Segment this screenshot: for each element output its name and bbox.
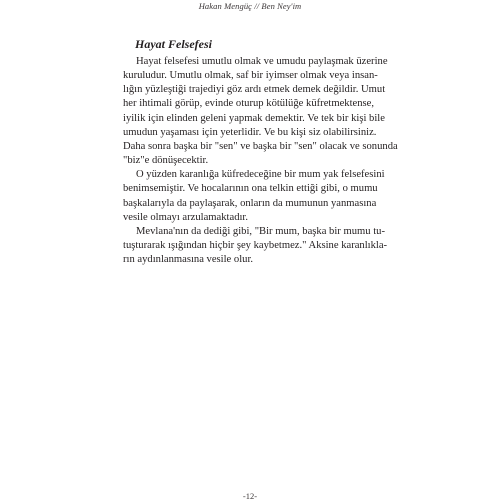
paragraph-3 [123, 225, 388, 267]
chapter-title: Hayat Felsefesi [135, 37, 212, 51]
text-line: Hayat felsefesi umutlu olmak ve umudu paylaşmak üzerine [136, 56, 388, 67]
body-text [123, 55, 398, 267]
paragraph-2 [123, 168, 385, 225]
text-line: "biz"e dönüşecektir. [123, 155, 209, 167]
paragraph-1 [123, 55, 398, 168]
text-line: vesile olmayı arzulamaktadır. [123, 211, 249, 223]
page-number: -12- [242, 491, 258, 501]
text-line: iyilik için elinden geleni yapmak demektir. Ve tek bir kişi bile [123, 112, 385, 124]
text-line: O yüzden karanlığa küfredeceğine bir mum yak felsefesini [136, 169, 385, 181]
text-line: benimsemiştir. Ve hocalarının ona telkin ettiği gibi, o mumu [123, 183, 378, 195]
running-header: Hakan Mengüç // Ben Ney'im [198, 1, 302, 11]
text-line: tuşturarak ışığından hiçbir şey kaybetmez." Aksine karanlıkla- [123, 240, 388, 252]
text-line: Daha sonra başka bir "sen" ve başka bir "sen" olacak ve sonunda [123, 140, 398, 152]
text-line: rın aydınlanmasına vesile olur. [123, 254, 254, 266]
text-line: lığın yüzleştiği trajediyi göz ardı etmek demek değildir. Umut [123, 84, 386, 96]
text-line: umudun yaşaması için yeterlidir. Ve bu kişi siz olabilirsiniz. [123, 126, 377, 138]
text-line: başkalarıyla da paylaşarak, onların da mumunun yanmasına [123, 197, 377, 209]
text-line: Mevlana'nın da dediği gibi, "Bir mum, başka bir mumu tu- [136, 225, 385, 237]
text-line: kuruludur. Umutlu olmak, saf bir iyimser olmak veya insan- [123, 70, 378, 82]
text-line: her ihtimali görüp, evinde oturup kötülüğe küfretmektense, [123, 98, 374, 110]
